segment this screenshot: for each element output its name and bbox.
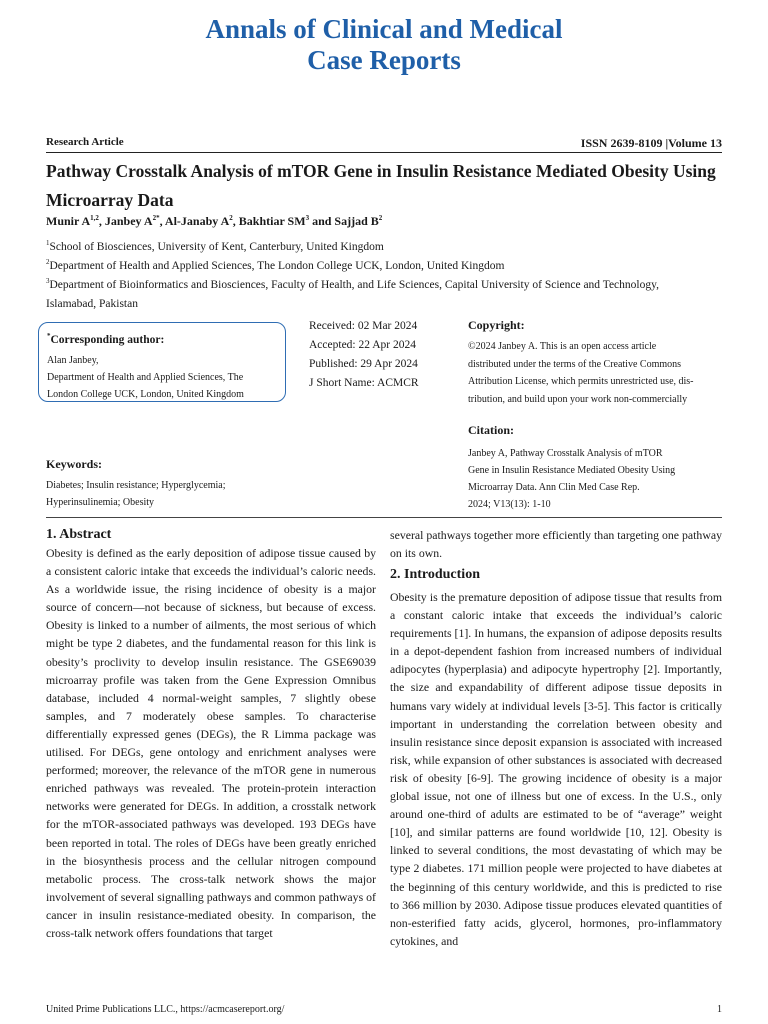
received-date: Received: 02 Mar 2024 bbox=[309, 320, 418, 332]
copyright-text: ©2024 Janbey A. This is an open access article distributed under the terms of the Creative Commons Attribution License, which permits unrestricted use, dis- tribution, and build upon your work non-commercially bbox=[468, 341, 694, 405]
citation-text: Janbey A, Pathway Crosstalk Analysis of mTOR Gene in Insulin Resistance Mediated Obesity Using Microarray Data. Ann Clin Med Case Rep. 2024; V13(13): 1-10 bbox=[468, 448, 676, 510]
author-name: Al-Janaby A bbox=[164, 214, 230, 228]
corresponding-author-dept: Department of Health and Applied Sciences, The bbox=[47, 371, 244, 383]
journal-title-line-2: Case Reports bbox=[307, 45, 461, 75]
corresponding-author-box bbox=[38, 322, 286, 402]
author-list: Munir A$^{1,2}$, Janbey $A^{2*}$, Al-Janaby $A^2$, Bakhtiar $SM^3$ and Sajjad $B^2$ bbox=[46, 214, 383, 228]
corresponding-author-heading: *Corresponding author: bbox=[47, 332, 165, 346]
journal-title-line-1: Annals of Clinical and Medical bbox=[205, 14, 563, 44]
citation-heading: Citation: bbox=[468, 423, 514, 437]
author-affil-sup: 3 bbox=[305, 214, 310, 222]
author-name: Bakhtiar SM bbox=[238, 214, 306, 228]
article-dates bbox=[309, 317, 419, 393]
affiliation-3: $^3$Department of Bioinformatics and Biosciences, Faculty of Health, and Life Sciences, Capital University of Science and Technology, Islamabad, Pakistan bbox=[46, 277, 659, 310]
author-affil-sup: 2 bbox=[378, 214, 383, 222]
published-date: Published: 29 Apr 2024 bbox=[309, 358, 418, 370]
introduction-text: Obesity is the premature deposition of adipose tissue that results from a constant caloric intake that exceeds the individual’s caloric requirements [1]. In humans, the expansion of adipose deposits results in a depot-dependent fashion from increased numbers of individual adipocytes (hyperplasia) and adipocyte hypertrophy [2]. Importantly, the size and expandability of different adipose tissue deposits in humans vary widely at individual levels [3-5]. This factor is critically important in understanding the correlation between obesity and insulin resistance since deposit expansion is associated with increased risk, while expansion of other substances is associated with decreased risk of obesity [6-9]. The growing incidence of obesity is a major global issue, not one of illness but one of excess. In the U.S., only around one-third of adults are estimated to be of “average” weight [10], and similar patterns are found worldwide [10, 12]. Obesity is linked to several conditions, the most devastating of which may be type 2 diabetes. 171 million people were projected to have diabetes at the beginning of this century worldwide, and this is predicted to rise to 366 million by 2030. Adipose tissue produces elevated quantities of non-esterified fatty acids, glycerol, hormones, pro-inflammatory cytokines, and bbox=[390, 590, 722, 948]
section-divider bbox=[46, 517, 722, 518]
abstract-heading: 1. Abstract bbox=[46, 527, 112, 542]
author-name: Munir A bbox=[46, 214, 91, 228]
author-name: Sajjad B bbox=[334, 214, 379, 228]
header-divider bbox=[46, 152, 722, 153]
abstract-text-continued: several pathways together more efficiently than targeting one pathway on its own. bbox=[390, 528, 722, 561]
keywords-list: Diabetes; Insulin resistance; Hyperglycemia; Hyperinsulinemia; Obesity bbox=[46, 480, 226, 508]
journal-short-name: J Short Name: ACMCR bbox=[309, 377, 419, 389]
issn-volume: ISSN 2639-8109 |Volume 13 bbox=[580, 136, 722, 150]
affiliation-1: $^1$School of Biosciences, University of Kent, Canterbury, United Kingdom bbox=[46, 239, 384, 253]
author-affil-sup: 1,2 bbox=[90, 214, 99, 222]
accepted-date: Accepted: 22 Apr 2024 bbox=[309, 339, 416, 351]
introduction-heading: 2. Introduction bbox=[390, 567, 480, 582]
author-affil-sup: 2* bbox=[152, 214, 160, 222]
corresponding-author-name: Alan Janbey, bbox=[47, 354, 99, 366]
affiliation-2: $^2$Department of Health and Applied Sciences, The London College UCK, London, United Kingdom bbox=[46, 258, 505, 272]
corresponding-author-college: London College UCK, London, United Kingdom bbox=[47, 388, 244, 400]
author-affil-sup: 2 bbox=[229, 214, 233, 222]
copyright-heading: Copyright: bbox=[468, 318, 525, 332]
author-name: Janbey A bbox=[104, 214, 153, 228]
journal-title bbox=[0, 14, 768, 76]
page-number: 1 bbox=[717, 1004, 722, 1015]
abstract-text: Obesity is defined as the early deposition of adipose tissue caused by a consistent caloric intake that exceeds the individual’s caloric needs. As a worldwide issue, the rising incidence of obesity is a major source of concern—not because of sickness, but because of excess. Obesity is linked to a number of ailments, the most serious of which might be type 2 diabetes, and the fundamental reason for this link is obesity’s proclivity to develop insulin resistance. The GSE69039 microarray profile was taken from the Gene Expression Omnibus database, included 4 normal-weight samples, 7 slightly obese samples, and 7 moderately obese samples. To characterise differentially expressed genes (DEGs), the R Limma package was utilised. For DEGs, gene ontology and enrichment analyses were performed; moreover, the relevance of the mTOR gene in numerous enriched pathways was revealed. The protein-protein interaction networks were generated for DEGs. In addition, a crosstalk network for the mTOR-associated pathways was developed. 193 DEGs have been reported in total. The roles of DEGs have been greatly enriched in the biosynthesis process and the cellular nitrogen compound metabolic process. The cross-talk network shows the major involvement of several signalling pathways and common pathways of cancer in insulin resistance-mediated obesity. In comparison, the cross-talk network offers foundations that target bbox=[46, 546, 376, 940]
article-title: Pathway Crosstalk Analysis of mTOR Gene in Insulin Resistance Mediated Obesity Using Microarray Data bbox=[46, 161, 716, 210]
keywords-heading: Keywords: bbox=[46, 457, 102, 471]
footer-publisher: United Prime Publications LLC., https://acmcasereport.org/ bbox=[46, 1004, 285, 1015]
article-type: Research Article bbox=[46, 136, 124, 148]
